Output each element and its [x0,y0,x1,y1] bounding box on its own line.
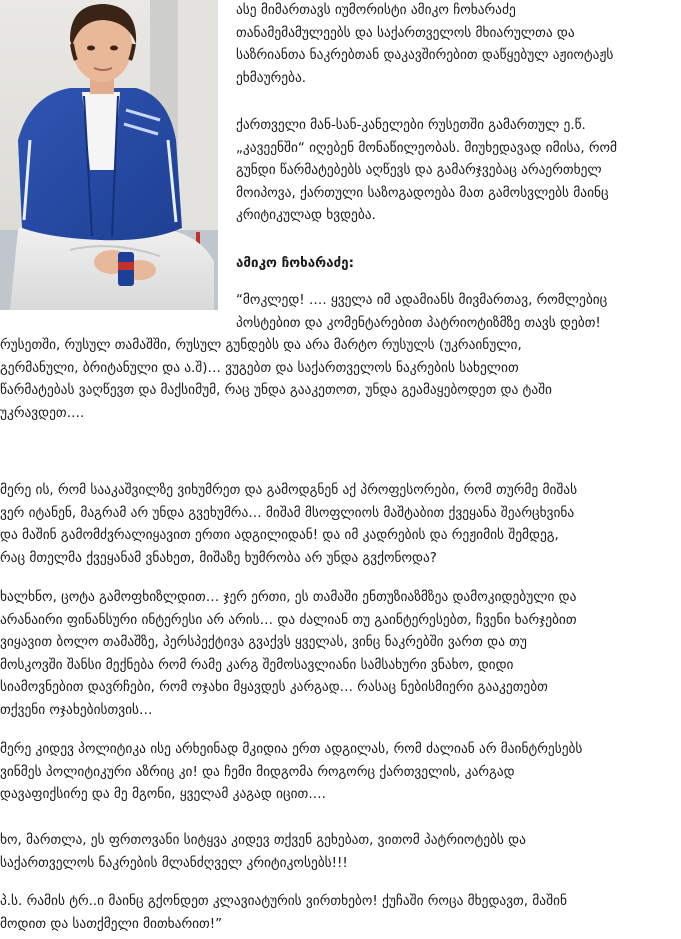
quote-paragraph-1-rest [0,335,552,425]
intro-line: ეხმაურება. [236,70,307,86]
intro-paragraph [236,0,613,90]
quote-line: თქვენი ოჯახებისთვის… [0,702,153,718]
quote-line: გერმანული, ბრიტანული და ა.შ)… ვუგებთ და საქართველოს ნაკრების სახელით [0,360,519,376]
quote-line: უკრავდეთ…. [0,405,85,421]
context-line: გუნდი წარმატებებს აღწევს და გამარჯვებაც არაერთხელ [236,163,602,179]
quote-line: მოსკოვში შანსი მექნება რომ რამე კარგ შემოსავლიანი სამსახური ვნახო, დიდი [0,657,514,673]
quote-line: ხალხნო, ცოტა გამოფხიზლდით… ჯერ ერთი, ეს თამაში ენთუზიაზმზეა დამოკიდებული და [0,590,577,605]
quote-line: ვიყავით ბოლო თამაშზე, პერსპექტივა გვაქვს ყველას, ვინც ნაკრებში ვართ და თუ [0,635,527,651]
quote-line: მერე კიდევ პოლიტიკა ისე არხეინად მკიდია ერთ ადგილას, რომ ძალიან არ მაინტრესებს [0,742,583,757]
context-paragraph [236,115,617,228]
quote-paragraph-1-top [236,290,607,335]
quote-line: სიამოვნებით დავრჩები, რომ ოჯახი მყავდეს კარგად… რასაც ნებისმიერი გააკეთებთ [0,680,548,696]
quote-paragraph-5 [0,830,526,875]
context-line: ქართველი მან-სან-კანელები რუსეთში გამართულ ე.წ. [236,118,586,133]
quote-line: “მოკლედ! …. ყველა იმ ადამიანს მივმართავ, რომლებიც [236,293,608,308]
quote-line: პ.ს. რამის ტრ..ი მაინც გქონდეთ კლავიატურის ვირთხებო! ქუჩაში როცა მხედავთ, მაშინ [0,894,567,909]
author-label: ამიკო ჩოხარაძე: [236,256,354,271]
quote-line: ვერ იტანენ, მაგრამ არ უნდა გვეხუმრა… მიშამ მსოფლიოს მაშტაბით ქვეყანა შეარცხვინა [0,505,575,521]
intro-line: თანამემამულეებს და საქართველოს მხიარულთა და [236,25,575,41]
quote-line: და მაშინ გამომძვრალიყავით ერთი ადგილიდან! და იმ კადრების და რეჟიმის შემდეგ, [0,528,559,544]
intro-line: ასე მიმართავს იუმორისტი ამიკო ჩოხარაძე [236,3,516,18]
quote-line: პოსტებით და კომენტარებით პატრიოტიზმზე თავს დებთ! [236,315,601,331]
author-photo [0,0,218,310]
quote-line: მოდით და სათქმელი მითხარით!” [0,916,223,932]
quote-paragraph-6 [0,891,567,936]
quote-line: დავაფიქსირე და მე მგონი, ყველამ კაგად იცით…. [0,787,326,803]
quote-line: არანაირი ფინანსური ინტერესი არ არის… და ძალიან თუ გაინტერესებთ, ჩვენი ხარჯებით [0,612,577,628]
quote-line: რუსეთში, რუსულ თამაშში, რუსულ გუნდებს და არა მარტო რუსულს (უკრაინული, [0,338,522,353]
quote-paragraph-2 [0,480,577,570]
intro-line: საზრიანთა ნაკრებთან დაკავშირებით დაწყებულ აჟიოტაჟს [236,48,614,64]
context-line: კრიტიკულად ხვდება. [236,208,376,224]
context-line: „კავეენში“ იღებენ მონაწილეობას. მიუხედავად იმისა, რომ [236,140,618,156]
quote-line: ხო, მართლა, ეს ფრთოვანი სიტყვა კიდევ თქვენ გეხებათ, ვითომ პატრიოტებს და [0,833,526,848]
quote-line: მერე ის, რომ სააკაშვილზე ვიხუმრეთ და გამოდგნენ აქ პროფესორები, რომ თურმე მიშას [0,483,578,498]
quote-line: რაც მთელმა ქვეყანამ ვნახეთ, მიშაზე ხუმრობა არ უნდა გვქონოდა? [0,550,437,566]
quote-paragraph-3 [0,587,577,723]
quote-line: საქართველოს ნაკრების მლანძღველ კრიტიკოსებს!!! [0,855,348,871]
quote-line: წარმატებას ვაღწევთ და მაქსიმუმ, რაც უნდა გააკეთოთ, უნდა გეამაყებოდეთ და ტაში [0,383,552,399]
context-line: მოიპოვა, ქართული საზოგადოება მათ გამოსვლებს მაინც [236,185,609,201]
quote-line: ვინმეს პოლიტიკური აზრიც კი! და ჩემი მიდგომა როგორც ქართველის, კარგად [0,764,515,780]
quote-paragraph-4 [0,739,582,807]
